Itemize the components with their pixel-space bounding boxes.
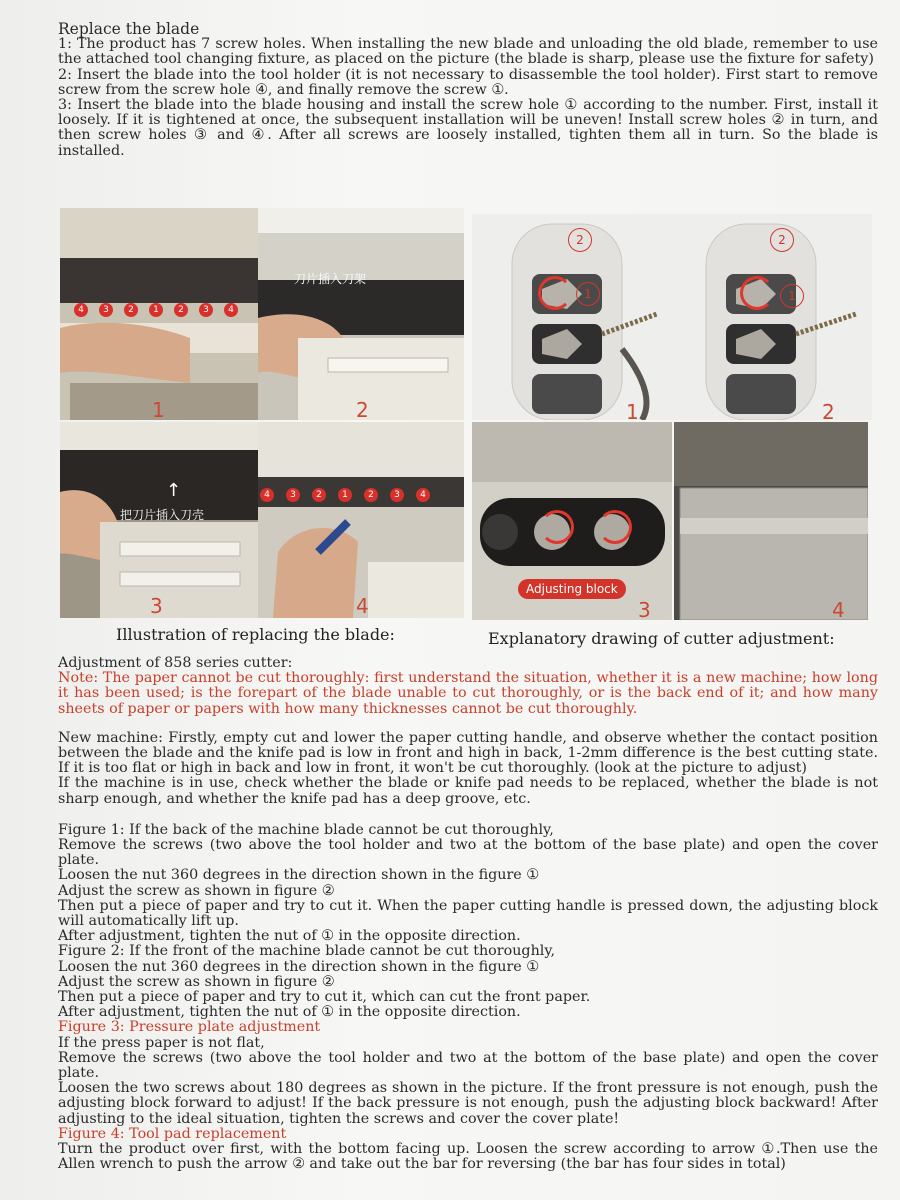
instruction-line: Loosen the two screws about 180 degrees as shown in the picture. If the front pressure is not enough, push the adjusting block forward to adjust! If the back pressure is not enough, push the adjusting block backward! After adjusting to the ideal situation, tighten the screws and cover the cover plate! — [58, 1080, 878, 1127]
photo-number-2: 2 — [356, 398, 369, 422]
instruction-line: Adjust the screw as shown in figure ② — [58, 973, 335, 990]
instruction-line: Figure 1: If the back of the machine blade cannot be cut thoroughly, — [58, 821, 554, 838]
instruction-line: Remove the screws (two above the tool holder and two at the bottom of the base plate) and open the cover plate. — [58, 837, 878, 869]
photo-adjust-number-4: 4 — [832, 598, 845, 622]
photo-adjust-number-2: 2 — [822, 400, 835, 424]
screw-hole-marker: 4 — [416, 488, 430, 502]
rotate-marker-2: 2 — [568, 228, 592, 252]
instruction-line: Loosen the nut 360 degrees in the direction shown in the figure ① — [58, 867, 540, 884]
screw-hole-marker: 1 — [149, 303, 163, 317]
new-machine-text: New machine: Firstly, empty cut and lower the paper cutting handle, and observe whether the contact position between the blade and the knife pad is low in front and high in back, 1-2mm difference is the best cutting state. If it is too flat or high in back and low in front, it won't be cut thoroughly. (look at the picture to adjust) — [58, 729, 878, 777]
photo-blade-4 — [258, 422, 464, 618]
screw-hole-marker: 4 — [224, 303, 238, 317]
caption-cutter-adjustment: Explanatory drawing of cutter adjustment: — [488, 629, 835, 648]
instruction-line: Then put a piece of paper and try to cut it. When the paper cutting handle is pressed down, the adjusting block will automatically lift up. — [58, 897, 878, 930]
instruction-line: After adjustment, tighten the nut of ① in the opposite direction. — [58, 1004, 521, 1021]
figure-3-title: Figure 3: Pressure plate adjustment — [58, 1019, 321, 1036]
screw-hole-marker: 2 — [312, 488, 326, 502]
screw-hole-marker: 2 — [174, 303, 188, 317]
photo-adjust-4 — [674, 422, 868, 620]
photo-number-4: 4 — [356, 594, 369, 618]
screw-hole-marker: 3 — [199, 303, 213, 317]
step-2: 2: Insert the blade into the tool holder (it is not necessary to disassemble the tool holder). First start to remove screw from the screw hole ④, and finally remove the screw ①. — [58, 66, 878, 98]
screw-hole-marker: 3 — [390, 488, 404, 502]
screw-hole-marker: 4 — [74, 303, 88, 317]
instruction-line: Loosen the nut 360 degrees in the direction shown in the figure ① — [58, 958, 540, 975]
screw-hole-marker: 2 — [364, 488, 378, 502]
photo-adjust-number-1: 1 — [626, 400, 639, 424]
step-1: 1: The product has 7 screw holes. When installing the new blade and unloading the old blade, remember to use the attached tool changing fixture, as placed on the picture (the blade is sharp, please use the fixture for safety) — [58, 36, 878, 68]
figure-4-text: Turn the product over first, with the bottom facing up. Loosen the screw according to arrow ①.Then use the Allen wrench to push the arrow ② and take out the bar for reversing (the bar has four sides in total) — [58, 1141, 878, 1173]
instruction-line: Figure 2: If the front of the machine blade cannot be cut thoroughly, — [58, 943, 556, 960]
rotate-arrow-icon — [598, 510, 632, 544]
rotate-marker-2b: 2 — [770, 228, 794, 252]
photo-number-3: 3 — [150, 594, 163, 618]
figure-3-instructions — [58, 1036, 878, 1127]
photo-number-1: 1 — [152, 398, 165, 422]
adjustment-section — [58, 656, 878, 1173]
rotate-marker-1b: 1 — [780, 284, 804, 308]
instruction-line: Then put a piece of paper and try to cut it, which can cut the front paper. — [58, 989, 591, 1006]
photo-adjust-number-3: 3 — [638, 598, 651, 622]
instruction-line: If the press paper is not flat, — [58, 1034, 265, 1051]
screw-hole-marker: 3 — [286, 488, 300, 502]
photo-blade-2 — [258, 208, 464, 420]
figure-4-title: Figure 4: Tool pad replacement — [58, 1125, 287, 1142]
step-3: 3: Insert the blade into the blade housing and install the screw hole ① according to the number. First, install it loosely. If it is tightened at once, the subsequent installation will be uneven! Install screw holes ② in turn, and then screw holes ③ and ④. After all screws are loosely installed, tighten them all in turn. So the blade is installed. — [58, 97, 878, 159]
rotate-arrow-icon — [540, 510, 574, 544]
screw-hole-marker: 3 — [99, 303, 113, 317]
screw-hole-marker: 4 — [260, 488, 274, 502]
instruction-line: After adjustment, tighten the nut of ① in the opposite direction. — [58, 928, 521, 945]
caption-replace-blade: Illustration of replacing the blade: — [116, 625, 395, 644]
instruction-line: Adjust the screw as shown in figure ② — [58, 882, 335, 899]
blade-housing-label: 把刀片插入刀壳 — [120, 508, 205, 522]
rotate-arrow-icon — [538, 276, 572, 310]
instruction-line: Remove the screws (two above the tool holder and two at the bottom of the base plate) and open the cover plate. — [58, 1049, 878, 1082]
blade-holder-label: 刀片插入刀架 — [294, 272, 367, 286]
rotate-marker-1: 1 — [576, 282, 600, 306]
arrow-up-icon: ↑ — [166, 480, 182, 501]
p1-hole-markers — [74, 297, 264, 313]
adjustment-heading: Adjustment of 858 series cutter: — [58, 655, 293, 671]
instructions-top — [58, 22, 878, 159]
screw-hole-marker: 1 — [338, 488, 352, 502]
screw-hole-marker: 2 — [124, 303, 138, 317]
note-text: Note: The paper cannot be cut thoroughly: first understand the situation, whether it is a new machine; how long it has been used; is the forepart of the blade unable to cut thoroughly, or is the back end of it; and how many sheets of paper or papers with how many thicknesses cannot be cut thoroughly. — [58, 670, 878, 717]
p4-hole-markers — [260, 482, 460, 498]
figure-1-2-instructions — [58, 823, 878, 1021]
in-use-text: If the machine is in use, check whether the blade or knife pad needs to be replaced, whether the blade is not sharp enough, and whether the knife pad has a deep groove, etc. — [58, 775, 878, 807]
adjusting-block-badge: Adjusting block — [518, 579, 626, 599]
rotate-arrow-icon — [740, 276, 774, 310]
section-title: Replace the blade — [58, 20, 200, 38]
